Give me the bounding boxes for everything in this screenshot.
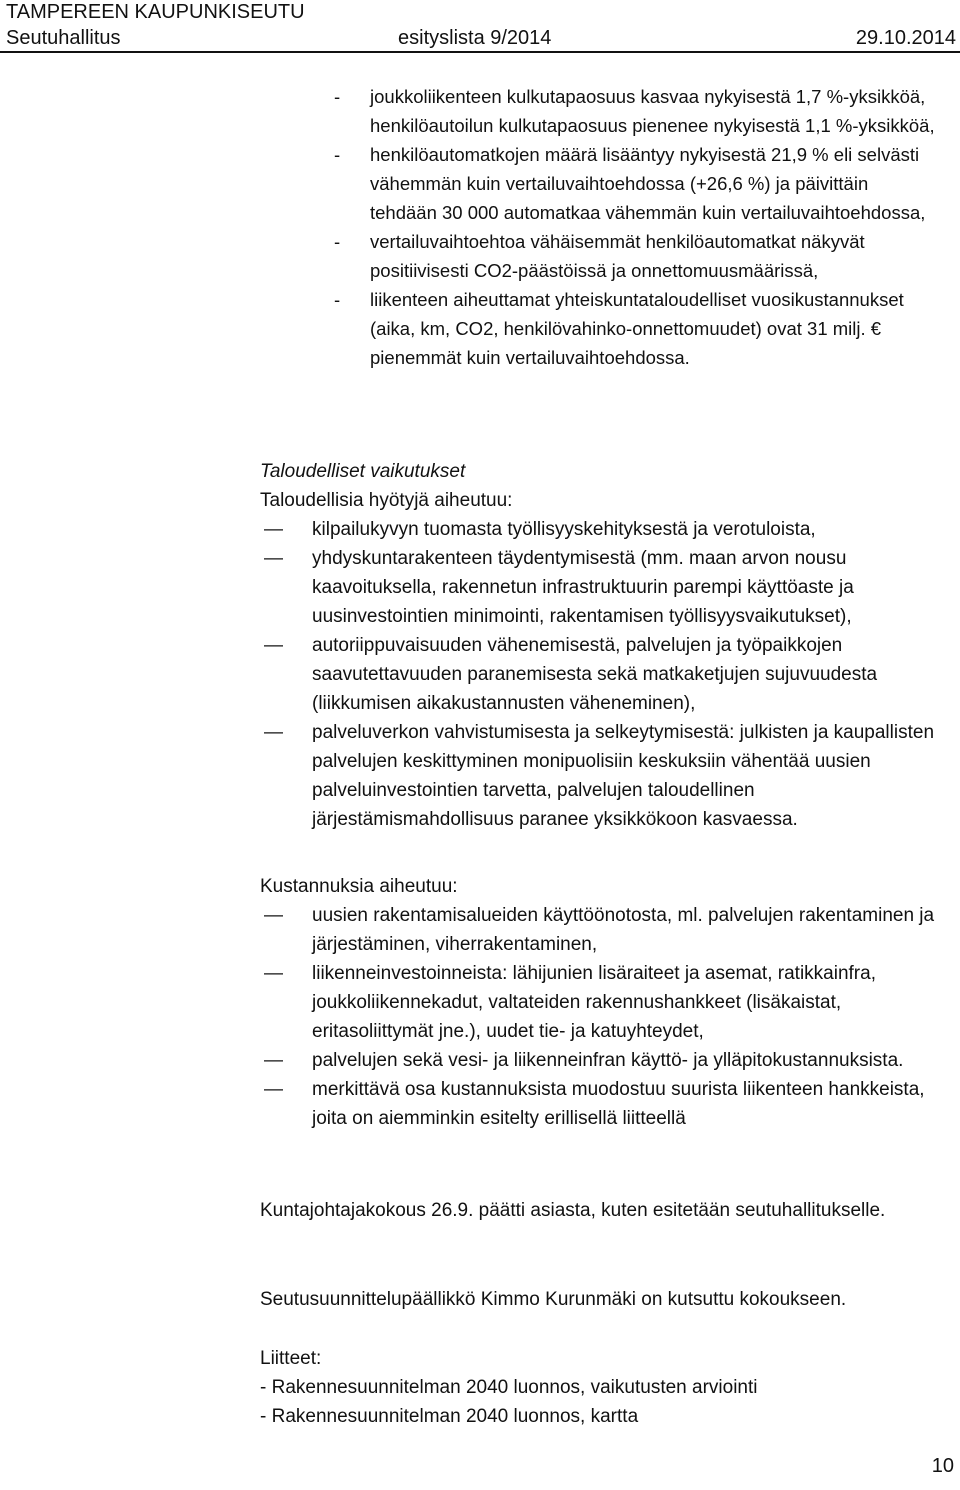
- list-item: [260, 959, 950, 1046]
- bullet-dash: —: [264, 722, 283, 743]
- header-divider: [0, 51, 960, 53]
- list-item-text: yhdyskuntarakenteen täydentymisestä (mm. maan arvon nousu kaavoituksella, rakennetun infrastruktuurin parempi käyttöaste ja uusinvestointien minimointi, rakentamisen työllisyysvaikutukset),: [312, 548, 854, 627]
- bullet-dash: —: [264, 635, 283, 656]
- bullet-dash: —: [264, 905, 283, 926]
- bullet-dash: —: [264, 519, 283, 540]
- bullet-dash: -: [334, 289, 341, 310]
- costs-intro: Kustannuksia aiheutuu:: [260, 876, 458, 897]
- list-item: [260, 631, 950, 718]
- attachments-section: [260, 1344, 950, 1431]
- list-item-text: palveluverkon vahvistumisesta ja selkeytymisestä: julkisten ja kaupallisten palvelujen keskittyminen monipuolisiin keskuksiin vähentää uusien palveluinvestointien tarvetta, palvelujen taloudellinen järjestämismahdollisuus paranee yksikkökoon kasvaessa.: [312, 722, 935, 830]
- costs-section: [260, 872, 950, 1133]
- section-heading: Taloudelliset vaikutukset: [260, 461, 466, 482]
- list-item-text: uusien rakentamisalueiden käyttöönotosta, ml. palvelujen rakentaminen ja järjestäminen, viherrakentaminen,: [312, 905, 935, 955]
- bullet-dash: -: [334, 86, 341, 107]
- list-item-text: autoriippuvaisuuden vähenemisestä, palvelujen ja työpaikkojen saavutettavuuden paranemisesta sekä matkaketjujen sujuvuudesta (liikkumisen aikakustannusten väheneminen),: [312, 635, 878, 714]
- committee-name: Seutuhallitus: [6, 27, 121, 49]
- list-item: [330, 82, 940, 140]
- benefits-intro: Taloudellisia hyötyjä aiheutuu:: [260, 490, 513, 511]
- bullet-dash: —: [264, 963, 283, 984]
- list-item: [260, 1046, 950, 1075]
- list-item-text: liikenteen aiheuttamat yhteiskuntataloudelliset vuosikustannukset (aika, km, CO2, henkilövahinko-onnettomuudet) ovat 31 milj. € pienemmät kuin vertailuvaihtoehdossa.: [370, 289, 904, 368]
- economic-impacts-section: [260, 457, 950, 834]
- list-item-text: henkilöautomatkojen määrä lisääntyy nykyisestä 21,9 % eli selvästi vähemmän kuin vertailuvaihtoehdossa (+26,6 %) ja päivittäin tehdään 30 000 automatkaa vähemmän kuin vertailuvaihtoehdossa,: [370, 144, 926, 223]
- list-item: [260, 544, 950, 631]
- list-item-text: vertailuvaihtoehtoa vähäisemmät henkilöautomatkat näkyvät positiivisesti CO2-päästöissä ja onnettomuusmäärissä,: [370, 231, 865, 281]
- list-item: [260, 718, 950, 834]
- list-item-text: joukkoliikenteen kulkutapaosuus kasvaa nykyisestä 1,7 %-yksikköä, henkilöautoilun kulkutapaosuus pienenee nykyisestä 1,1 %-yksikköä,: [370, 86, 935, 136]
- list-item: [260, 1075, 950, 1133]
- list-item: [330, 140, 940, 227]
- costs-list: [260, 901, 950, 1133]
- benefits-list: [260, 515, 950, 834]
- list-item-text: merkittävä osa kustannuksista muodostuu suurista liikenteen hankkeista, joita on aiemminkin esitelty erillisellä liitteellä: [312, 1079, 925, 1129]
- page-number: 10: [931, 1455, 954, 1477]
- decision-paragraph: Kuntajohtajakokous 26.9. päätti asiasta, kuten esitetään seutuhallitukselle.: [260, 1200, 886, 1221]
- bullet-dash: —: [264, 1050, 283, 1071]
- list-item: [260, 515, 950, 544]
- document-date: 29.10.2014: [855, 27, 956, 49]
- bullet-dash: -: [334, 231, 341, 252]
- list-item-text: kilpailukyvyn tuomasta työllisyyskehityksestä ja verotuloista,: [312, 519, 816, 540]
- attachments-label: Liitteet:: [260, 1348, 322, 1369]
- invitation-paragraph: Seutusuunnittelupäällikkö Kimmo Kurunmäki on kutsuttu kokoukseen.: [260, 1289, 847, 1310]
- attachment-item: - Rakennesuunnitelman 2040 luonnos, vaikutusten arviointi: [260, 1377, 758, 1398]
- attachment-item: - Rakennesuunnitelman 2040 luonnos, kartta: [260, 1406, 639, 1427]
- list-item: [260, 901, 950, 959]
- bullet-dash: —: [264, 548, 283, 569]
- agenda-number: esityslista 9/2014: [398, 27, 552, 49]
- list-item: [330, 285, 940, 372]
- list-item-text: liikenneinvestoinneista: lähijunien lisäraiteet ja asemat, ratikkainfra, joukkoliikennekadut, valtateiden rakennushankkeet (lisäkaistat, eritasoliittymät jne.), uudet tie- ja katuyhteydet,: [312, 963, 876, 1042]
- header-meta-row: [6, 26, 956, 52]
- bullet-dash: -: [334, 144, 341, 165]
- bullet-dash: —: [264, 1079, 283, 1100]
- list-item: [330, 227, 940, 285]
- list-item-text: palvelujen sekä vesi- ja liikenneinfran käyttö- ja ylläpitokustannuksista.: [312, 1050, 904, 1071]
- impacts-list: [330, 82, 940, 372]
- organization-name: TAMPEREEN KAUPUNKISEUTU: [6, 1, 305, 23]
